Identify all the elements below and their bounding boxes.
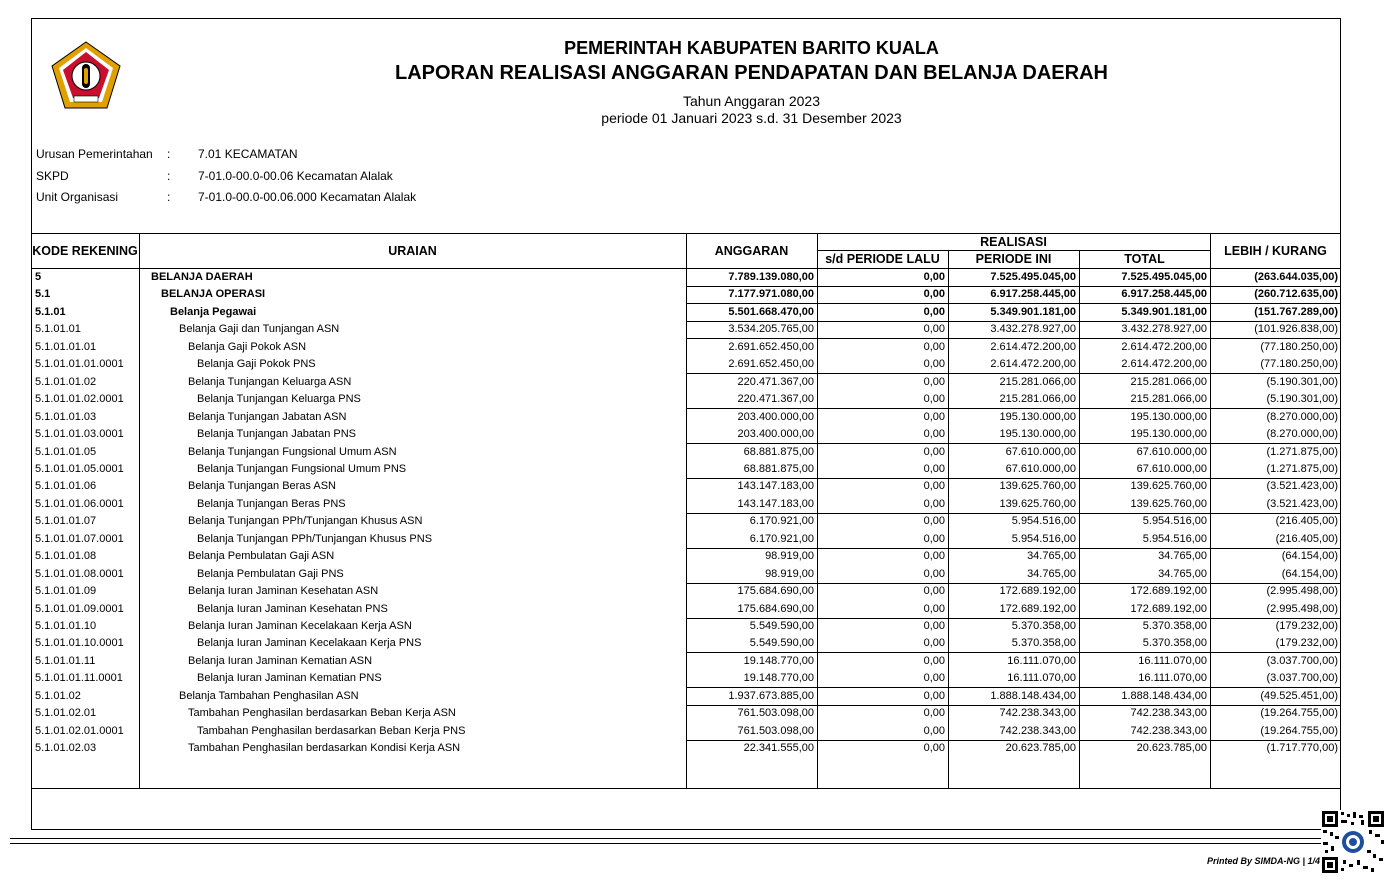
table-row	[31, 583, 1341, 600]
cell-uraian: Belanja Gaji dan Tunjangan ASN	[179, 323, 340, 336]
cell-periode-ini: 7.525.495.045,00	[990, 271, 1076, 283]
table-row	[31, 723, 1341, 740]
table-row	[31, 426, 1341, 443]
cell-periode-lalu: 0,00	[923, 393, 945, 406]
cell-lebih-kurang: (5.190.301,00)	[1266, 375, 1338, 388]
col-header-periode-lalu: s/d PERIODE LALU	[825, 252, 940, 266]
info-label: Unit Organisasi	[36, 190, 119, 204]
cell-periode-lalu: 0,00	[923, 742, 945, 755]
cell-lebih-kurang: (5.190.301,00)	[1266, 393, 1338, 406]
cell-anggaran: 143.147.183,00	[737, 497, 814, 510]
cell-uraian: Belanja Pegawai	[170, 305, 257, 318]
cell-periode-ini: 5.370.358,00	[1011, 620, 1076, 632]
cell-total: 5.954.516,00	[1142, 515, 1207, 528]
cell-kode-rekening: 5.1.01.01.02	[35, 375, 97, 388]
cell-periode-lalu: 0,00	[923, 375, 945, 388]
cell-kode-rekening: 5.1.01.01.05	[35, 445, 97, 458]
cell-total: 3.432.278.927,00	[1121, 323, 1207, 336]
table-row	[31, 269, 1341, 286]
cell-lebih-kurang: (1.717.770,00)	[1266, 742, 1338, 755]
cell-anggaran: 7.789.139.080,00	[728, 271, 814, 283]
cell-anggaran: 98.919,00	[765, 550, 814, 563]
cell-periode-ini: 67.610.000,00	[1005, 445, 1076, 458]
cell-kode-rekening: 5.1.01.01.08	[35, 550, 97, 563]
cell-periode-ini: 195.130.000,00	[999, 410, 1076, 423]
cell-lebih-kurang: (77.180.250,00)	[1260, 340, 1338, 353]
info-value: 7-01.0-00.0-00.06.000 Kecamatan Alalak	[198, 190, 417, 204]
cell-periode-ini: 195.130.000,00	[999, 428, 1076, 441]
cell-periode-ini: 172.689.192,00	[999, 585, 1076, 598]
cell-periode-lalu: 0,00	[923, 689, 945, 702]
cell-lebih-kurang: (19.264.755,00)	[1260, 724, 1338, 737]
table-row	[31, 688, 1341, 705]
cell-periode-ini: 5.349.901.181,00	[990, 305, 1076, 318]
table-row	[31, 740, 1341, 757]
cell-lebih-kurang: (263.644.035,00)	[1254, 271, 1338, 283]
cell-anggaran: 1.937.673.885,00	[728, 689, 814, 702]
col-header-anggaran: ANGGARAN	[714, 244, 789, 258]
cell-kode-rekening: 5.1.01.02	[35, 689, 81, 702]
cell-anggaran: 68.881.875,00	[743, 462, 814, 475]
cell-total: 742.238.343,00	[1130, 724, 1207, 737]
cell-kode-rekening: 5.1.01.01.09.0001	[35, 602, 124, 615]
cell-uraian: Belanja Gaji Pokok PNS	[197, 358, 316, 371]
cell-total: 34.765,00	[1158, 550, 1207, 563]
table-row	[31, 705, 1341, 722]
cell-uraian: Belanja Iuran Jaminan Kesehatan ASN	[188, 585, 379, 598]
cell-periode-lalu: 0,00	[923, 271, 945, 283]
cell-uraian: Belanja Tunjangan Beras PNS	[197, 497, 346, 510]
cell-total: 2.614.472.200,00	[1121, 358, 1207, 371]
table-row	[31, 409, 1341, 426]
cell-uraian: Tambahan Penghasilan berdasarkan Beban Kerja ASN	[188, 707, 456, 720]
cell-periode-lalu: 0,00	[923, 515, 945, 528]
cell-periode-ini: 5.954.516,00	[1011, 532, 1076, 545]
cell-lebih-kurang: (1.271.875,00)	[1266, 462, 1338, 475]
cell-uraian: Belanja Gaji Pokok ASN	[188, 340, 307, 353]
cell-kode-rekening: 5.1.01.01.01.0001	[35, 358, 124, 371]
info-colon: :	[167, 147, 171, 161]
table-row	[31, 618, 1341, 635]
cell-total: 16.111.070,00	[1138, 672, 1207, 685]
cell-anggaran: 220.471.367,00	[737, 375, 814, 388]
cell-periode-lalu: 0,00	[923, 637, 945, 650]
cell-total: 2.614.472.200,00	[1121, 340, 1207, 353]
cell-periode-ini: 16.111.070,00	[1007, 672, 1076, 685]
cell-periode-ini: 742.238.343,00	[999, 707, 1076, 720]
cell-uraian: Belanja Iuran Jaminan Kecelakaan Kerja PNS	[197, 637, 422, 650]
cell-periode-ini: 2.614.472.200,00	[990, 340, 1076, 353]
cell-lebih-kurang: (19.264.755,00)	[1260, 707, 1338, 720]
table-row	[31, 653, 1341, 670]
cell-kode-rekening: 5.1.01.01.11.0001	[35, 672, 123, 685]
cell-kode-rekening: 5.1.01.01.02.0001	[35, 393, 124, 406]
cell-lebih-kurang: (260.712.635,00)	[1254, 288, 1338, 301]
cell-anggaran: 203.400.000,00	[737, 410, 814, 423]
table-row	[31, 321, 1341, 338]
cell-anggaran: 2.691.652.450,00	[728, 340, 814, 353]
cell-lebih-kurang: (179.232,00)	[1275, 637, 1338, 650]
cell-kode-rekening: 5.1.01.01.06.0001	[35, 497, 124, 510]
cell-lebih-kurang: (3.521.423,00)	[1266, 480, 1338, 493]
cell-anggaran: 7.177.971.080,00	[728, 288, 814, 301]
cell-kode-rekening: 5.1.01.01.03.0001	[35, 428, 124, 441]
cell-anggaran: 3.534.205.765,00	[728, 323, 814, 336]
table-row	[31, 444, 1341, 461]
col-header-periode-ini: PERIODE INI	[975, 252, 1052, 266]
cell-periode-ini: 16.111.070,00	[1007, 654, 1076, 667]
cell-uraian: Belanja Tambahan Penghasilan ASN	[179, 689, 359, 702]
cell-periode-lalu: 0,00	[923, 480, 945, 493]
cell-total: 16.111.070,00	[1138, 654, 1207, 667]
footer-rule	[10, 838, 1322, 839]
cell-periode-lalu: 0,00	[923, 585, 945, 598]
report-title: LAPORAN REALISASI ANGGARAN PENDAPATAN DAN BELANJA DAERAH	[395, 62, 1108, 84]
cell-uraian: Belanja Iuran Jaminan Kematian ASN	[188, 654, 373, 667]
cell-total: 172.689.192,00	[1130, 585, 1207, 598]
cell-total: 7.525.495.045,00	[1121, 271, 1207, 283]
budget-table	[31, 233, 1341, 789]
cell-periode-lalu: 0,00	[923, 305, 945, 318]
table-row	[31, 286, 1341, 303]
table-row	[31, 374, 1341, 391]
cell-lebih-kurang: (3.037.700,00)	[1266, 672, 1338, 685]
cell-periode-lalu: 0,00	[923, 707, 945, 720]
cell-lebih-kurang: (216.405,00)	[1275, 515, 1338, 528]
cell-anggaran: 5.549.590,00	[749, 637, 814, 650]
cell-periode-ini: 20.623.785,00	[1005, 742, 1076, 755]
cell-periode-lalu: 0,00	[923, 620, 945, 632]
cell-anggaran: 175.684.690,00	[737, 585, 814, 598]
cell-total: 67.610.000,00	[1136, 445, 1207, 458]
cell-periode-ini: 742.238.343,00	[999, 724, 1076, 737]
cell-total: 139.625.760,00	[1130, 497, 1207, 510]
cell-uraian: Belanja Tunjangan Jabatan ASN	[188, 410, 347, 423]
printed-by-label: Printed By SIMDA-NG | 1/4	[1206, 856, 1320, 866]
cell-periode-lalu: 0,00	[923, 672, 945, 685]
cell-lebih-kurang: (1.271.875,00)	[1266, 445, 1338, 458]
cell-uraian: Belanja Tunjangan PPh/Tunjangan Khusus PNS	[197, 532, 433, 545]
cell-anggaran: 5.549.590,00	[749, 620, 814, 632]
cell-periode-lalu: 0,00	[923, 497, 945, 510]
cell-kode-rekening: 5.1.01.01.10.0001	[35, 637, 124, 650]
cell-total: 139.625.760,00	[1130, 480, 1207, 493]
cell-anggaran: 5.501.668.470,00	[728, 305, 814, 318]
cell-periode-ini: 34.765,00	[1027, 550, 1076, 563]
col-header-total: TOTAL	[1124, 252, 1165, 266]
cell-uraian: Belanja Tunjangan PPh/Tunjangan Khusus ASN	[188, 515, 423, 528]
cell-kode-rekening: 5.1.01.02.01	[35, 707, 97, 720]
header-divider	[817, 250, 1210, 251]
cell-periode-ini: 139.625.760,00	[999, 497, 1076, 510]
cell-anggaran: 203.400.000,00	[737, 428, 814, 441]
cell-uraian: Belanja Iuran Jaminan Kematian PNS	[197, 672, 382, 685]
cell-kode-rekening: 5.1.01.01.07.0001	[35, 532, 124, 545]
table-row	[31, 548, 1341, 565]
table-row	[31, 635, 1341, 652]
cell-lebih-kurang: (179.232,00)	[1275, 620, 1338, 632]
table-row	[31, 391, 1341, 408]
cell-periode-ini: 172.689.192,00	[999, 602, 1076, 615]
cell-total: 195.130.000,00	[1130, 428, 1207, 441]
cell-periode-lalu: 0,00	[923, 654, 945, 667]
cell-periode-lalu: 0,00	[923, 550, 945, 563]
cell-periode-ini: 2.614.472.200,00	[990, 358, 1076, 371]
cell-lebih-kurang: (216.405,00)	[1275, 532, 1338, 545]
cell-periode-lalu: 0,00	[923, 532, 945, 545]
table-row	[31, 478, 1341, 495]
cell-periode-ini: 6.917.258.445,00	[990, 288, 1076, 301]
cell-total: 67.610.000,00	[1136, 462, 1207, 475]
cell-anggaran: 761.503.098,00	[737, 707, 814, 720]
cell-kode-rekening: 5.1.01.01.01	[35, 340, 97, 353]
cell-lebih-kurang: (77.180.250,00)	[1260, 358, 1338, 371]
table-row	[31, 601, 1341, 618]
col-header-lebih-kurang: LEBIH / KURANG	[1224, 244, 1327, 258]
cell-uraian: Belanja Tunjangan Fungsional Umum PNS	[197, 462, 407, 475]
cell-anggaran: 6.170.921,00	[749, 515, 814, 528]
cell-anggaran: 22.341.555,00	[743, 742, 814, 755]
cell-total: 215.281.066,00	[1130, 375, 1207, 388]
cell-kode-rekening: 5.1	[35, 288, 51, 301]
cell-kode-rekening: 5.1.01.02.03	[35, 742, 97, 755]
cell-lebih-kurang: (8.270.000,00)	[1266, 410, 1338, 423]
info-colon: :	[167, 190, 171, 204]
footer-rule	[10, 843, 1322, 844]
cell-total: 5.370.358,00	[1142, 637, 1207, 650]
cell-lebih-kurang: (8.270.000,00)	[1266, 428, 1338, 441]
table-row	[31, 496, 1341, 513]
table-row	[31, 356, 1341, 373]
cell-uraian: Belanja Tunjangan Jabatan PNS	[197, 428, 357, 441]
cell-total: 5.954.516,00	[1142, 532, 1207, 545]
cell-kode-rekening: 5.1.01.02.01.0001	[35, 724, 124, 737]
table-row	[31, 339, 1341, 356]
cell-uraian: Tambahan Penghasilan berdasarkan Beban Kerja PNS	[197, 724, 466, 737]
cell-anggaran: 143.147.183,00	[737, 480, 814, 493]
cell-lebih-kurang: (64.154,00)	[1281, 567, 1338, 580]
cell-anggaran: 2.691.652.450,00	[728, 358, 814, 371]
cell-kode-rekening: 5	[35, 271, 42, 283]
qr-code-icon	[1321, 810, 1385, 874]
info-label: SKPD	[36, 169, 69, 183]
info-colon: :	[167, 169, 171, 183]
table-row	[31, 461, 1341, 478]
table-row	[31, 513, 1341, 530]
cell-total: 6.917.258.445,00	[1121, 288, 1207, 301]
col-header-realisasi: REALISASI	[980, 235, 1047, 249]
cell-kode-rekening: 5.1.01	[35, 305, 66, 318]
cell-total: 215.281.066,00	[1130, 393, 1207, 406]
table-row	[31, 670, 1341, 687]
cell-uraian: BELANJA OPERASI	[161, 288, 266, 301]
cell-anggaran: 98.919,00	[765, 567, 814, 580]
cell-uraian: Belanja Tunjangan Keluarga ASN	[188, 375, 352, 388]
table-row	[31, 566, 1341, 583]
table-row	[31, 531, 1341, 548]
cell-uraian: Belanja Pembulatan Gaji PNS	[197, 567, 344, 580]
cell-anggaran: 19.148.770,00	[743, 672, 814, 685]
cell-uraian: BELANJA DAERAH	[151, 271, 253, 283]
cell-total: 195.130.000,00	[1130, 410, 1207, 423]
cell-periode-lalu: 0,00	[923, 567, 945, 580]
cell-anggaran: 761.503.098,00	[737, 724, 814, 737]
cell-periode-ini: 3.432.278.927,00	[990, 323, 1076, 336]
table-row	[31, 304, 1341, 321]
cell-kode-rekening: 5.1.01.01.09	[35, 585, 97, 598]
cell-kode-rekening: 5.1.01.01.08.0001	[35, 567, 124, 580]
cell-periode-lalu: 0,00	[923, 410, 945, 423]
cell-periode-lalu: 0,00	[923, 340, 945, 353]
info-label: Urusan Pemerintahan	[36, 147, 153, 161]
cell-total: 172.689.192,00	[1130, 602, 1207, 615]
cell-periode-lalu: 0,00	[923, 602, 945, 615]
cell-lebih-kurang: (151.767.289,00)	[1254, 305, 1338, 318]
cell-lebih-kurang: (3.037.700,00)	[1266, 654, 1338, 667]
cell-uraian: Belanja Tunjangan Keluarga PNS	[197, 393, 361, 406]
cell-uraian: Belanja Pembulatan Gaji ASN	[188, 550, 335, 563]
cell-lebih-kurang: (2.995.498,00)	[1266, 585, 1338, 598]
cell-uraian: Tambahan Penghasilan berdasarkan Kondisi Kerja ASN	[188, 742, 461, 755]
report-title-government: PEMERINTAH KABUPATEN BARITO KUALA	[564, 38, 939, 58]
cell-periode-lalu: 0,00	[923, 358, 945, 371]
cell-total: 5.370.358,00	[1142, 620, 1207, 632]
cell-periode-ini: 5.954.516,00	[1011, 515, 1076, 528]
cell-periode-lalu: 0,00	[923, 323, 945, 336]
cell-anggaran: 175.684.690,00	[737, 602, 814, 615]
cell-periode-ini: 5.370.358,00	[1011, 637, 1076, 650]
cell-periode-lalu: 0,00	[923, 462, 945, 475]
cell-anggaran: 19.148.770,00	[743, 654, 814, 667]
cell-kode-rekening: 5.1.01.01.10	[35, 620, 97, 632]
cell-periode-lalu: 0,00	[923, 428, 945, 441]
cell-anggaran: 220.471.367,00	[737, 393, 814, 406]
cell-total: 34.765,00	[1158, 567, 1207, 580]
cell-kode-rekening: 5.1.01.01.06	[35, 480, 97, 493]
cell-total: 742.238.343,00	[1130, 707, 1207, 720]
cell-kode-rekening: 5.1.01.01.05.0001	[35, 462, 124, 475]
cell-kode-rekening: 5.1.01.01.11	[35, 654, 96, 667]
col-header-kode: KODE REKENING	[32, 244, 138, 258]
cell-anggaran: 6.170.921,00	[749, 532, 814, 545]
cell-periode-lalu: 0,00	[923, 724, 945, 737]
cell-anggaran: 68.881.875,00	[743, 445, 814, 458]
cell-periode-ini: 139.625.760,00	[999, 480, 1076, 493]
cell-lebih-kurang: (101.926.838,00)	[1254, 323, 1338, 336]
cell-lebih-kurang: (64.154,00)	[1281, 550, 1338, 563]
cell-lebih-kurang: (3.521.423,00)	[1266, 497, 1338, 510]
cell-kode-rekening: 5.1.01.01.03	[35, 410, 97, 423]
cell-total: 1.888.148.434,00	[1121, 689, 1207, 702]
col-header-uraian: URAIAN	[388, 244, 437, 258]
cell-total: 20.623.785,00	[1136, 742, 1207, 755]
cell-periode-ini: 67.610.000,00	[1005, 462, 1076, 475]
cell-uraian: Belanja Tunjangan Fungsional Umum ASN	[188, 445, 397, 458]
cell-kode-rekening: 5.1.01.01	[35, 323, 81, 336]
cell-periode-lalu: 0,00	[923, 445, 945, 458]
cell-periode-ini: 34.765,00	[1027, 567, 1076, 580]
cell-uraian: Belanja Tunjangan Beras ASN	[188, 480, 336, 493]
cell-lebih-kurang: (49.525.451,00)	[1260, 689, 1338, 702]
cell-periode-lalu: 0,00	[923, 288, 945, 301]
cell-kode-rekening: 5.1.01.01.07	[35, 515, 97, 528]
cell-periode-ini: 215.281.066,00	[999, 375, 1076, 388]
cell-uraian: Belanja Iuran Jaminan Kecelakaan Kerja ASN	[188, 620, 412, 632]
cell-total: 5.349.901.181,00	[1121, 305, 1207, 318]
cell-uraian: Belanja Iuran Jaminan Kesehatan PNS	[197, 602, 388, 615]
info-value: 7.01 KECAMATAN	[198, 147, 298, 161]
report-year: Tahun Anggaran 2023	[682, 93, 820, 109]
cell-lebih-kurang: (2.995.498,00)	[1266, 602, 1338, 615]
cell-periode-ini: 215.281.066,00	[999, 393, 1076, 406]
info-value: 7-01.0-00.0-00.06 Kecamatan Alalak	[198, 169, 393, 183]
report-period: periode 01 Januari 2023 s.d. 31 Desember 2023	[601, 110, 902, 126]
cell-periode-ini: 1.888.148.434,00	[990, 689, 1076, 702]
